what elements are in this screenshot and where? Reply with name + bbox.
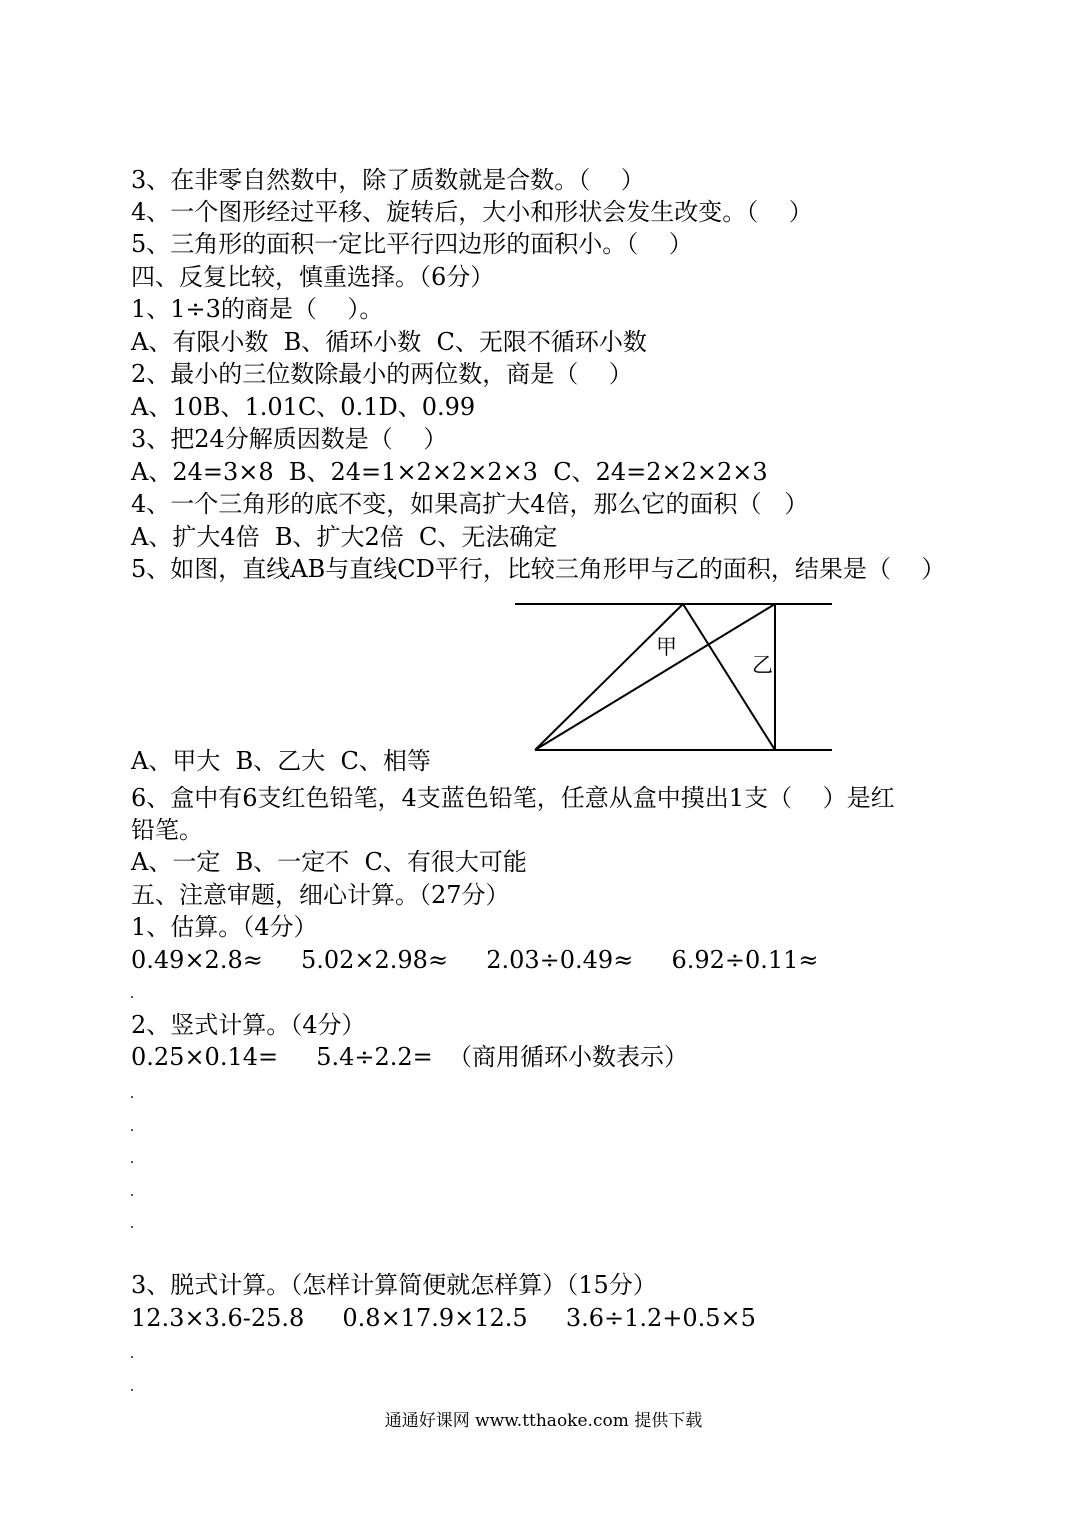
blank-dot: [131, 996, 133, 998]
choice-question-2: 2、最小的三位数除最小的两位数，商是（ ）: [131, 360, 633, 388]
label-yi: 乙: [752, 653, 773, 677]
blank-dot: [131, 1129, 133, 1131]
parallel-lines-triangle-figure: [500, 592, 840, 762]
blank-dot: [131, 1389, 133, 1391]
section-4-heading: 四、反复比较，慎重选择。（6分）: [131, 263, 495, 291]
choice-question-6: 6、盒中有6支红色铅笔，4支蓝色铅笔，任意从盒中摸出1支（ ）是红: [131, 784, 895, 812]
triangle-yi-long-edge: [535, 604, 775, 750]
stepwise-calc-heading: 3、脱式计算。（怎样计算简便就怎样算）（15分）: [131, 1271, 657, 1299]
choice-options-6: A、一定 B、一定不 C、有很大可能: [131, 848, 527, 876]
page-footer: 通通好课网 www.tthaoke.com 提供下载: [384, 1411, 703, 1431]
choice-options-2: A、10B、1.01C、0.1D、0.99: [131, 393, 476, 421]
choice-question-1: 1、1÷3的商是（ ）。: [131, 295, 384, 323]
choice-options-3: A、24=3×8 B、24=1×2×2×2×3 C、24=2×2×2×3: [131, 458, 768, 486]
choice-options-5: A、甲大 B、乙大 C、相等: [131, 747, 431, 775]
judgment-item-4: 4、一个图形经过平移、旋转后，大小和形状会发生改变。（ ）: [131, 198, 813, 226]
blank-dot: [131, 1226, 133, 1228]
blank-dot: [131, 1096, 133, 1098]
choice-question-5: 5、如图，直线AB与直线CD平行，比较三角形甲与乙的面积，结果是（ ）: [131, 555, 946, 583]
vertical-calc-problems: 0.25×0.14= 5.4÷2.2= （商用循环小数表示）: [131, 1043, 689, 1071]
triangle-jia-left-edge: [535, 604, 683, 750]
choice-options-4: A、扩大4倍 B、扩大2倍 C、无法确定: [131, 523, 558, 551]
blank-dot: [131, 1356, 133, 1358]
choice-question-4: 4、一个三角形的底不变，如果高扩大4倍，那么它的面积（ ）: [131, 490, 809, 518]
vertical-calc-heading: 2、竖式计算。（4分）: [131, 1011, 366, 1039]
choice-options-1: A、有限小数 B、循环小数 C、无限不循环小数: [131, 328, 647, 356]
blank-dot: [131, 1161, 133, 1163]
section-5-heading: 五、注意审题，细心计算。（27分）: [131, 881, 510, 909]
judgment-item-3: 3、在非零自然数中，除了质数就是合数。（ ）: [131, 166, 645, 194]
triangle-shared-diagonal: [683, 604, 775, 750]
blank-dot: [131, 1194, 133, 1196]
choice-question-6-cont: 铅笔。: [131, 816, 203, 844]
estimate-problems: 0.49×2.8≈ 5.02×2.98≈ 2.03÷0.49≈ 6.92÷0.11≈: [131, 946, 819, 974]
label-jia: 甲: [656, 635, 677, 659]
choice-question-3: 3、把24分解质因数是（ ）: [131, 425, 448, 453]
stepwise-calc-problems: 12.3×3.6-25.8 0.8×17.9×12.5 3.6÷1.2+0.5×5: [131, 1304, 756, 1332]
estimate-heading: 1、估算。（4分）: [131, 913, 318, 941]
judgment-item-5: 5、三角形的面积一定比平行四边形的面积小。（ ）: [131, 230, 693, 258]
